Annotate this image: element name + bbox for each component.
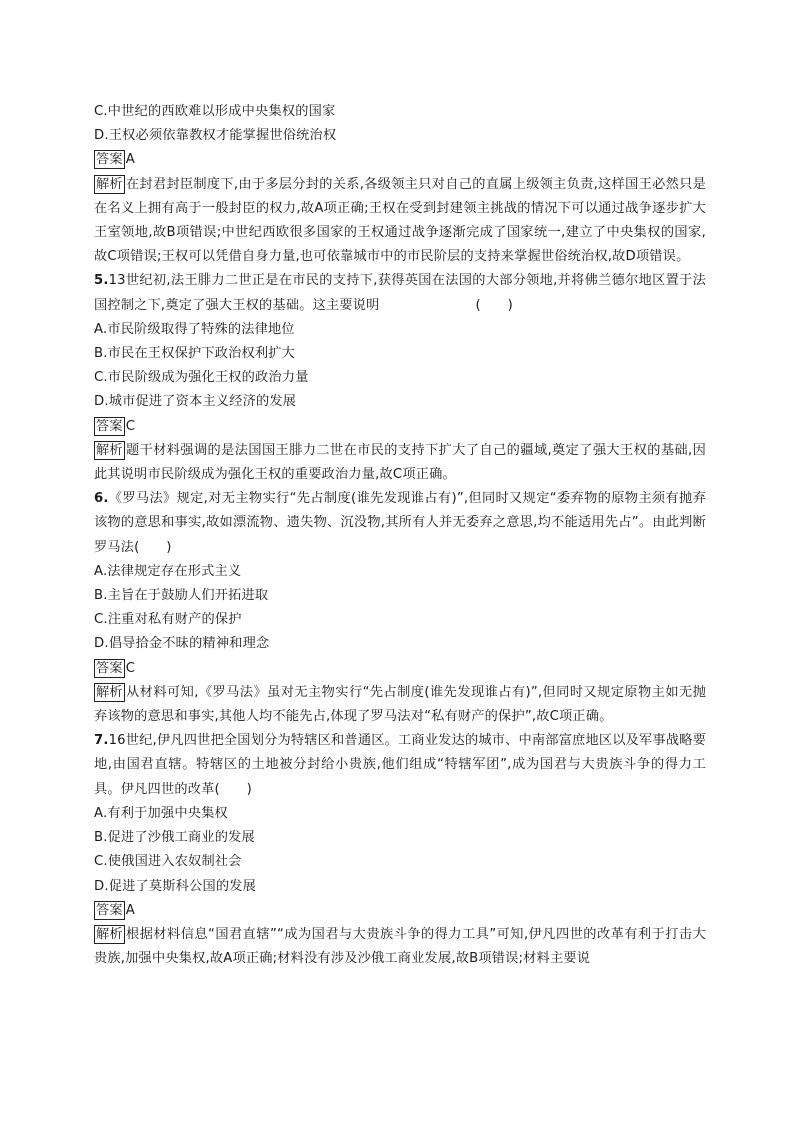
question-number: 6. (94, 491, 109, 507)
analysis-tag: 解析 (96, 442, 123, 458)
analysis-text: 题干材料强调的是法国国王腓力二世在市民的支持下扩大了自己的疆域,奠定了强大王权的基础,因此其说明市民阶级成为强化王权的重要政治力量,故C项正确。 (94, 442, 706, 483)
option-a: A.有利于加强中央集权 (94, 805, 228, 821)
analysis-paragraph (94, 681, 706, 729)
analysis-paragraph (94, 173, 706, 270)
option-a: A.法律规定存在形式主义 (94, 563, 242, 579)
answer-tag: 答案 (96, 152, 123, 168)
option-a: A.市民阶级取得了特殊的法律地位 (94, 321, 295, 337)
document-page (94, 100, 706, 971)
answer-value: A (125, 152, 136, 168)
question-number: 5. (94, 273, 109, 289)
question-text: 13世纪初,法王腓力二世正是在市民的支持下,获得英国在法国的大部分领地,并将佛兰德尔地区置于法国控制之下,奠定了强大王权的基础。这主要说明 (94, 273, 706, 313)
option-c: C.使俄国进入农奴制社会 (94, 854, 242, 870)
option-b: B.促进了沙俄工商业的发展 (94, 830, 255, 846)
answer-tag: 答案 (96, 660, 123, 676)
option-b: B.主旨在于鼓励人们开拓进取 (94, 588, 269, 604)
option-b: B.市民在王权保护下政治权利扩大 (94, 346, 296, 362)
question-text: 《罗马法》规定,对无主物实行“先占制度(谁先发现谁占有)”,但同时又规定“委弃物的原物主须有抛弃该物的意思和事实,故如漂流物、遗失物、沉没物,其所有人并无委弃之意思,均不能适用先占”。由此判断罗马法( ) (94, 491, 706, 555)
answer-row (94, 899, 706, 923)
analysis-tag: 解析 (96, 926, 123, 942)
option-c: C.中世纪的西欧难以形成中央集权的国家 (94, 104, 336, 119)
answer-tag: 答案 (96, 418, 123, 434)
option-c: C.市民阶级成为强化王权的政治力量 (94, 370, 309, 386)
analysis-tag: 解析 (96, 684, 123, 700)
answer-value: A (125, 902, 136, 918)
answer-row (94, 415, 706, 439)
option-d: D.倡导拾金不昧的精神和理念 (94, 636, 270, 652)
option-d: D.城市促进了资本主义经济的发展 (94, 394, 297, 410)
question-stem (94, 487, 706, 560)
analysis-text: 从材料可知,《罗马法》虽对无主物实行“先占制度(谁先发现谁占有)”,但同时又规定原物主如无抛弃该物的意思和事实,其他人均不能先占,体现了罗马法对“私有财产的保护”,故C项正确。 (94, 684, 706, 725)
analysis-paragraph (94, 923, 706, 971)
analysis-text: 在封君封臣制度下,由于多层分封的关系,各级领主只对自己的直属上级领主负责,这样国王必然只是在名义上拥有高于一般封臣的权力,故A项正确;王权在受到封建领主挑战的情况下可以通过战争逐步扩大王室领地,故B项错误;中世纪西欧很多国家的王权通过战争逐渐完成了国家统一,建立了中央集权的国家,故C项错误;王权可以凭借自身力量,也可依靠城市中的市民阶层的支持来掌握世俗统治权,故D项错误。 (94, 176, 706, 265)
question-text: 16世纪,伊凡四世把全国划分为特辖区和普通区。工商业发达的城市、中南部富庶地区以及军事战略要地,由国君直辖。特辖区的土地被分封给小贵族,他们组成“特辖军团”,成为国君与大贵族斗争的得力工具。伊凡四世的改革( ) (94, 733, 706, 797)
question-number: 7. (94, 733, 109, 749)
analysis-tag: 解析 (96, 176, 123, 192)
question-stem (94, 269, 706, 317)
answer-tag: 答案 (96, 902, 123, 918)
answer-row (94, 148, 706, 172)
option-c: C.注重对私有财产的保护 (94, 612, 242, 628)
analysis-text: 根据材料信息“国君直辖”“成为国君与大贵族斗争的得力工具”可知,伊凡四世的改革有利于打击大贵族,加强中央集权,故A项正确;材料没有涉及沙俄工商业发展,故B项错误;材料主要说 (94, 926, 706, 967)
answer-bracket: ( ) (475, 297, 513, 313)
option-d: D.王权必须依靠教权才能掌握世俗统治权 (94, 128, 337, 144)
answer-row (94, 657, 706, 681)
answer-value: C (125, 660, 136, 676)
option-d: D.促进了莫斯科公国的发展 (94, 878, 257, 894)
answer-value: C (125, 418, 136, 434)
analysis-paragraph (94, 439, 706, 487)
question-stem (94, 729, 706, 802)
